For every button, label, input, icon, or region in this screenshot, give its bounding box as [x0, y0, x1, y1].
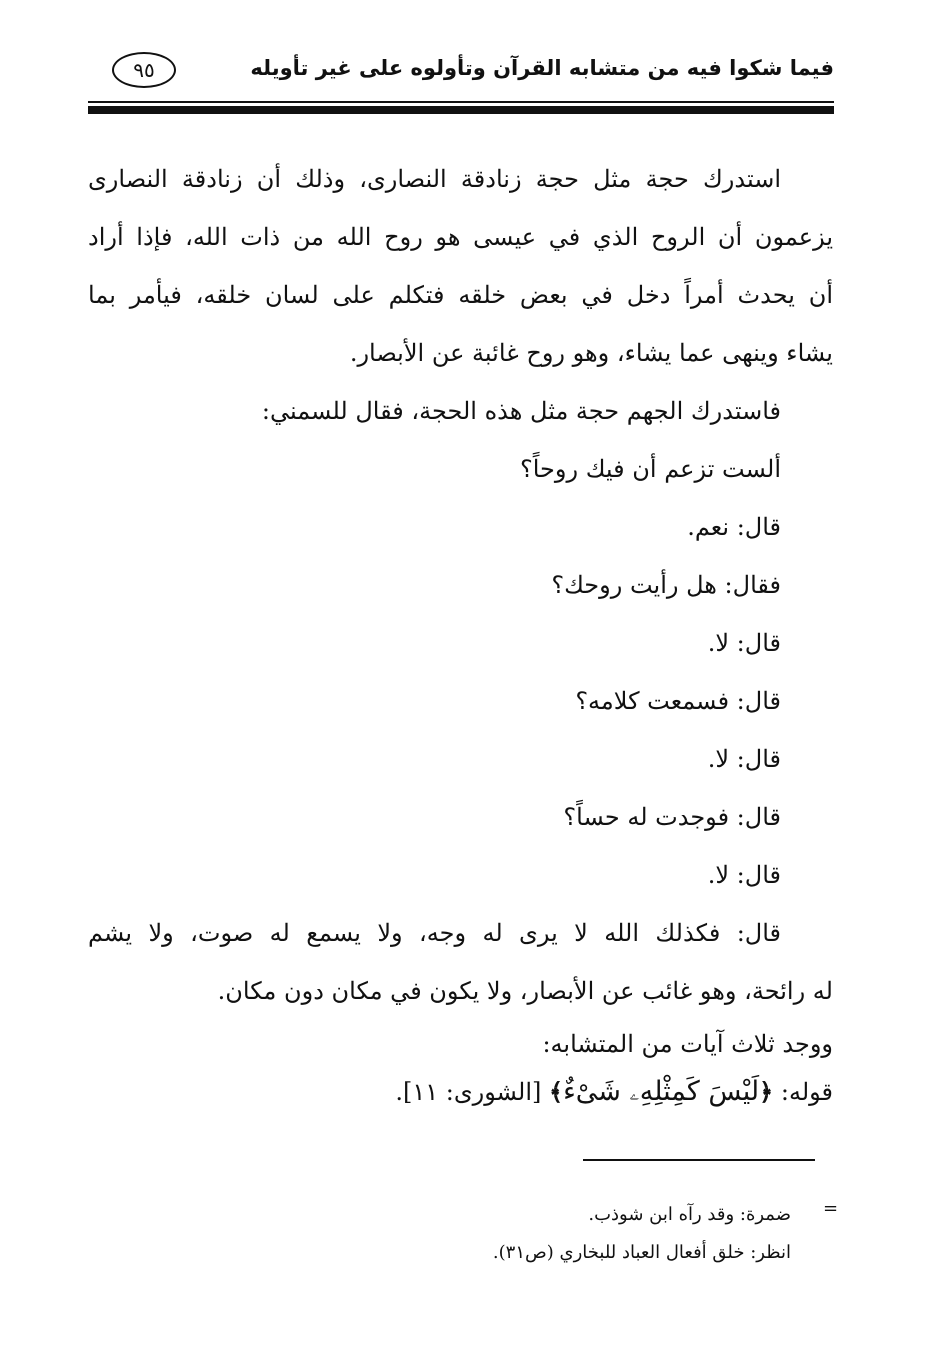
footnote-line: انظر: خلق أفعال العباد للبخاري (ص٣١).: [492, 1242, 791, 1263]
dialogue-line: قال: لا.: [707, 629, 781, 657]
dialogue-line: قال: فوجدت له حساً؟: [563, 803, 781, 831]
footnote-separator: [583, 1159, 815, 1161]
text-line: يشاء وينهى عما يشاء، وهو روح غائبة عن الأبصار.: [349, 339, 833, 367]
main-text: [88, 150, 833, 1116]
text-line: له رائحة، وهو غائب عن الأبصار، ولا يكون في مكان دون مكان.: [217, 977, 833, 1005]
dialogue-line: قال: لا.: [707, 861, 781, 889]
quran-close-bracket: ﴾: [549, 1077, 564, 1106]
page-number: ٩٥: [133, 58, 155, 82]
dialogue-line: فقال: هل رأيت روحك؟: [551, 571, 781, 599]
header-rule-thin: [88, 101, 834, 103]
page-number-badge: [112, 52, 176, 88]
dialogue-line: ألست تزعم أن فيك روحاً؟: [520, 455, 781, 483]
quran-open-bracket: ﴿: [759, 1077, 774, 1106]
footnote-continuation-mark: =: [823, 1198, 839, 1219]
header-rule-thick: [88, 106, 834, 114]
dialogue-line: قال: نعم.: [687, 513, 781, 541]
text-line: قال: فكذلك الله لا يرى له وجه، ولا يسمع له صوت، ولا يشم: [88, 919, 781, 947]
footnote-line: ضمرة: وقد رآه ابن شوذب.: [588, 1204, 791, 1225]
text-line: أن يحدث أمراً دخل في بعض خلقه فتكلم على لسان خلقه، فيأمر بما: [88, 281, 833, 309]
footnotes: [291, 1196, 791, 1272]
dialogue-line: قال: لا.: [707, 745, 781, 773]
running-header-title: فيما شكوا فيه من متشابه القرآن وتأولوه على غير تأويله: [250, 56, 834, 80]
quran-citation: [88, 1068, 833, 1116]
verse-reference: [الشورى: ١١].: [395, 1078, 542, 1106]
citation-prefix: قوله:: [780, 1078, 833, 1106]
text-line: يزعمون أن الروح الذي في عيسى هو روح الله من ذات الله، فإذا أراد: [88, 223, 833, 251]
dialogue-line: فاستدرك الجهم حجة مثل هذه الحجة، فقال للسمني:: [261, 397, 781, 425]
text-line: ووجد ثلاث آيات من المتشابه:: [542, 1030, 833, 1058]
text-line: استدرك حجة مثل حجة زنادقة النصارى، وذلك أن زنادقة النصارى: [88, 165, 781, 193]
quran-verse: لَيْسَ كَمِثْلِهِۦ شَىْءٌ: [563, 1076, 760, 1107]
dialogue-line: قال: فسمعت كلامه؟: [575, 687, 781, 715]
